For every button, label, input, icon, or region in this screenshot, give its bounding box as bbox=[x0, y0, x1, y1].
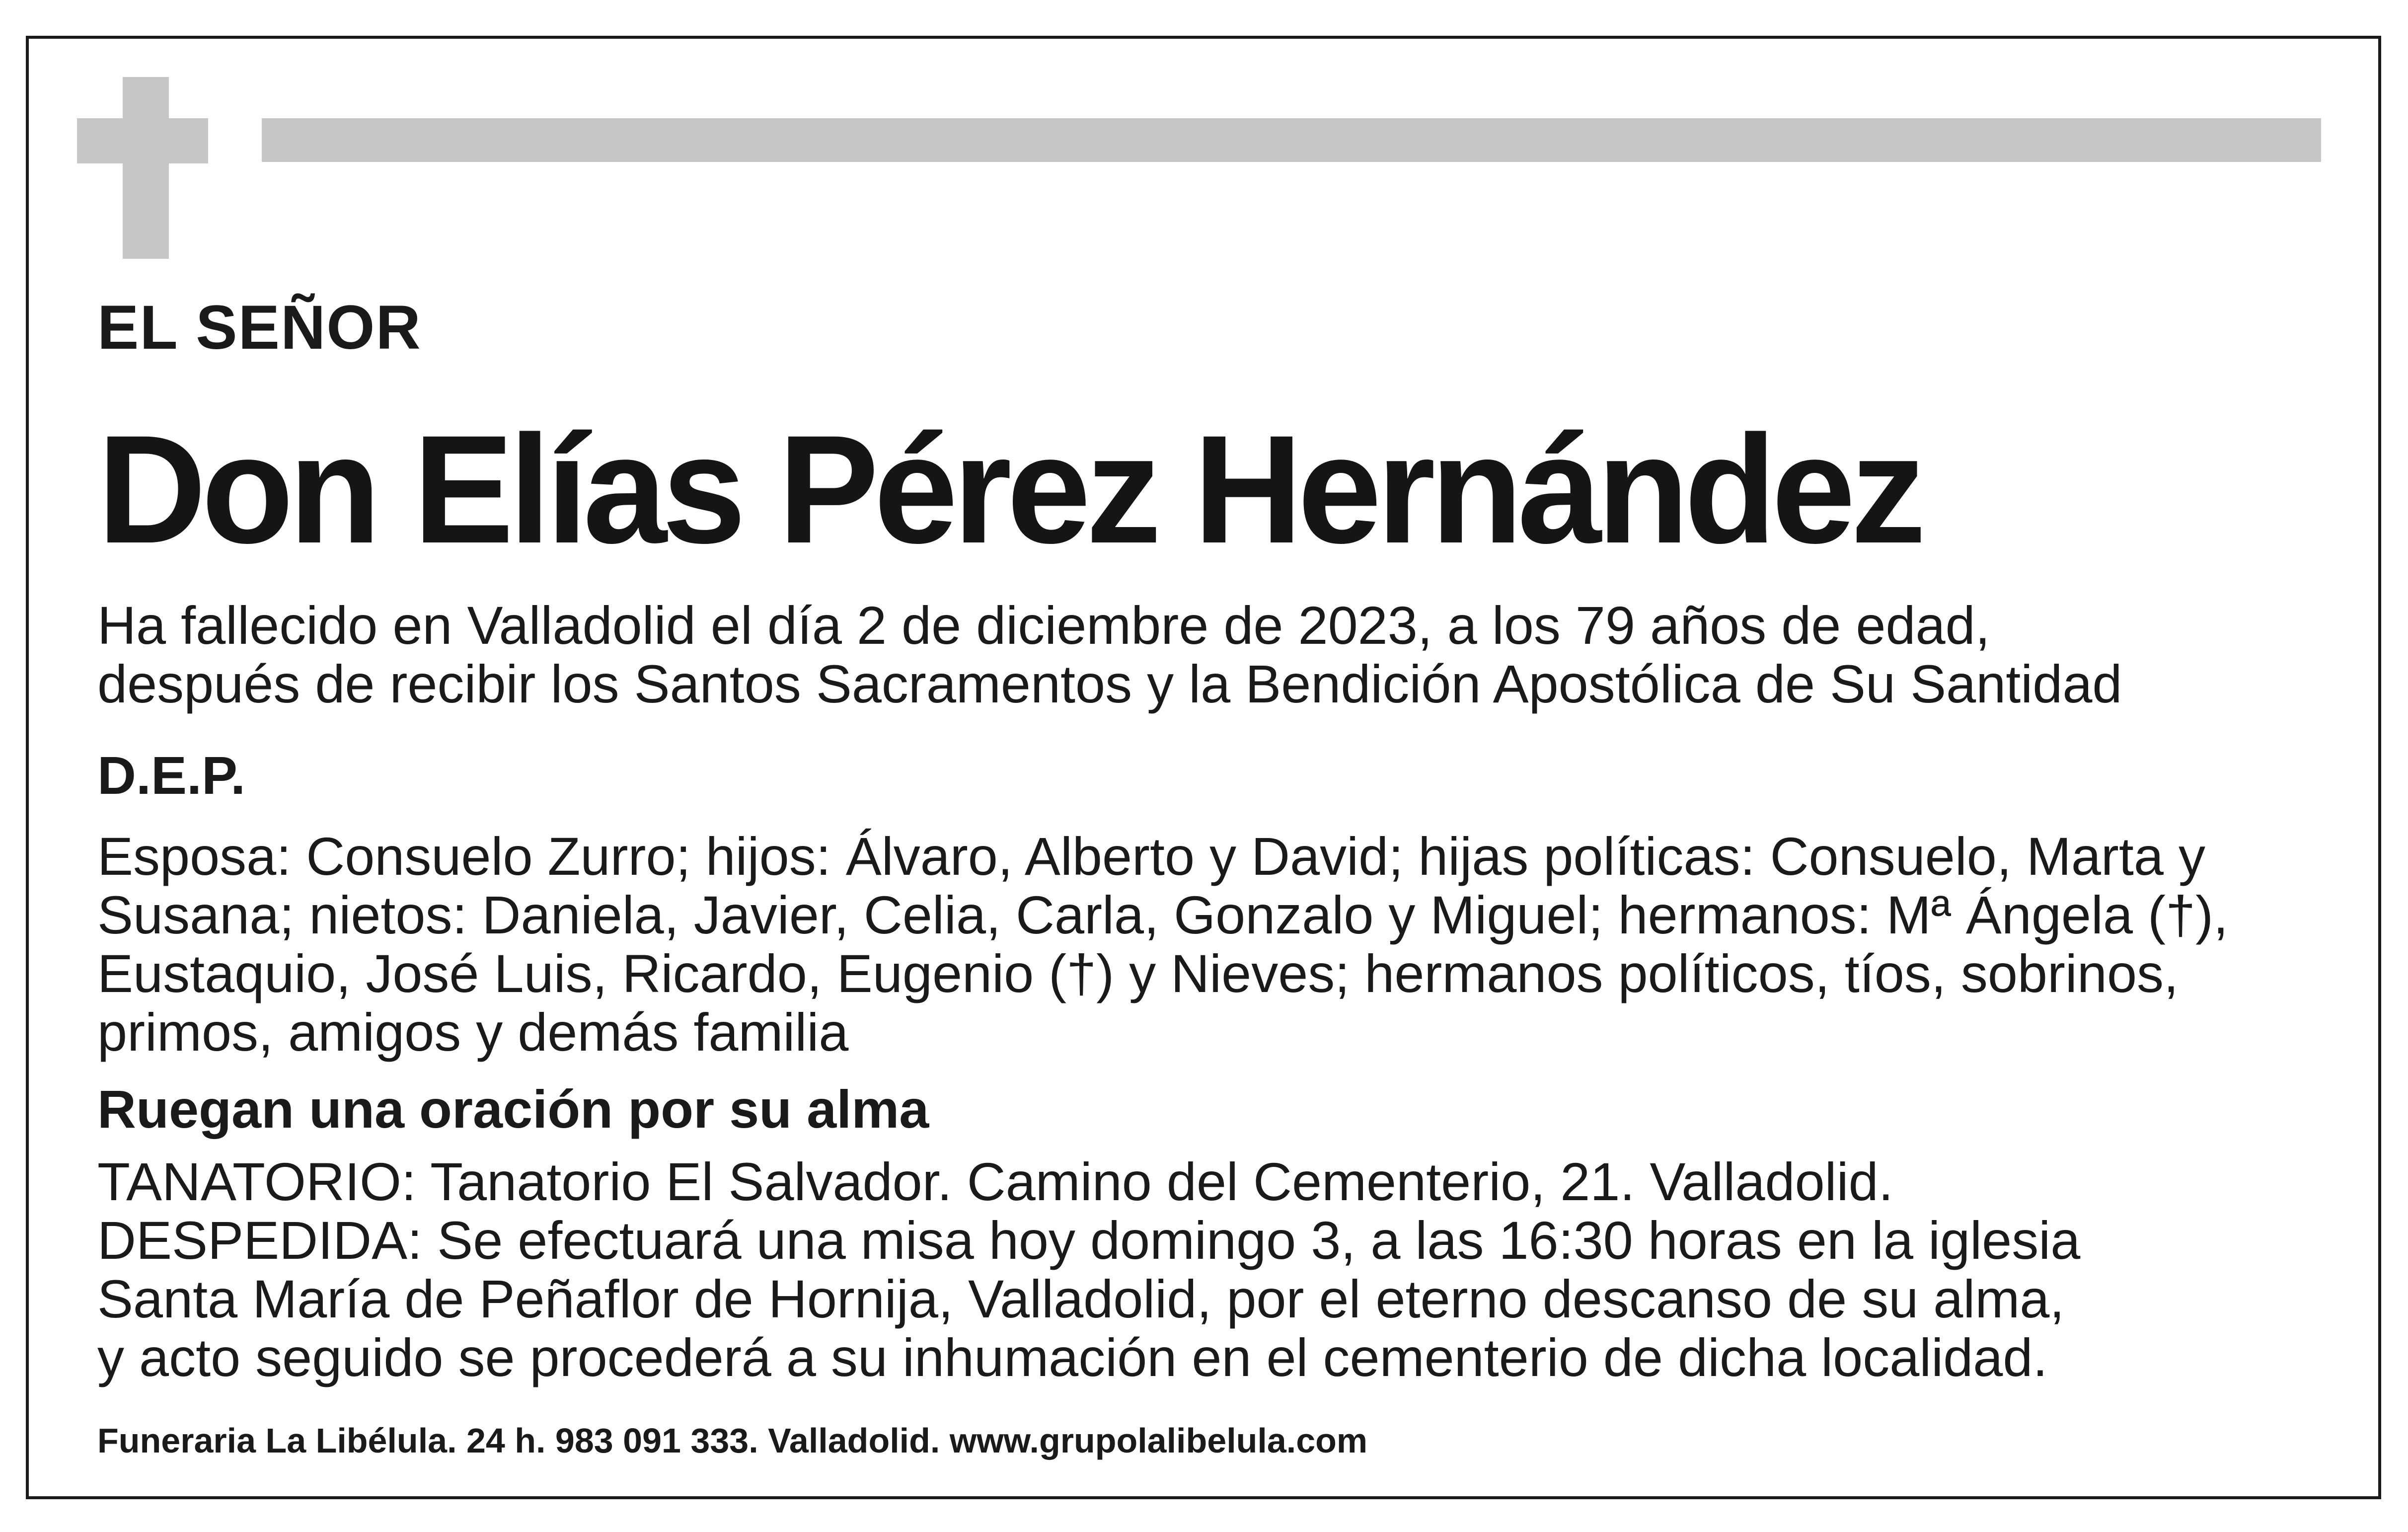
details-line: Santa María de Peñaflor de Hornija, Valladolid, por el eterno descanso de su alma, bbox=[97, 1269, 2065, 1329]
rip-label: D.E.P. bbox=[97, 745, 246, 805]
prayer-request: Ruegan una oración por su alma bbox=[97, 1079, 929, 1139]
announcement-line: Ha fallecido en Valladolid el día 2 de diciembre de 2023, a los 79 años de edad, bbox=[97, 595, 1990, 655]
family-line: Esposa: Consuelo Zurro; hijos: Álvaro, Alberto y David; hijas políticas: Consuelo, Marta y bbox=[97, 826, 2205, 886]
family-line: primos, amigos y demás familia bbox=[97, 1002, 849, 1062]
announcement-line: después de recibir los Santos Sacramentos y la Bendición Apostólica de Su Santidad bbox=[97, 654, 2122, 714]
family-line: Eustaquio, José Luis, Ricardo, Eugenio (†) y Nieves; hermanos políticos, tíos, sobrinos, bbox=[97, 943, 2179, 1003]
details-line: y acto seguido se procederá a su inhumación en el cementerio de dicha localidad. bbox=[97, 1327, 2048, 1387]
header-bar bbox=[262, 118, 2321, 162]
details-line: TANATORIO: Tanatorio El Salvador. Camino del Cementerio, 21. Valladolid. bbox=[97, 1151, 1893, 1212]
details-line: DESPEDIDA: Se efectuará una misa hoy domingo 3, a las 16:30 horas en la iglesia bbox=[97, 1210, 2081, 1270]
deceased-name: Don Elías Pérez Hernández bbox=[97, 403, 1921, 575]
death-announcement bbox=[97, 596, 2122, 713]
honorific: EL SEÑOR bbox=[97, 293, 422, 362]
service-details bbox=[97, 1152, 2080, 1387]
cross-icon bbox=[123, 77, 169, 259]
family-list bbox=[97, 827, 2228, 1062]
cross-icon-arm bbox=[77, 118, 208, 163]
family-line: Susana; nietos: Daniela, Javier, Celia, Carla, Gonzalo y Miguel; hermanos: Mª Ángela (†), bbox=[97, 885, 2229, 945]
funeral-home-footer: Funeraria La Libélula. 24 h. 983 091 333. Valladolid. www.grupolalibelula.com bbox=[97, 1421, 1368, 1460]
